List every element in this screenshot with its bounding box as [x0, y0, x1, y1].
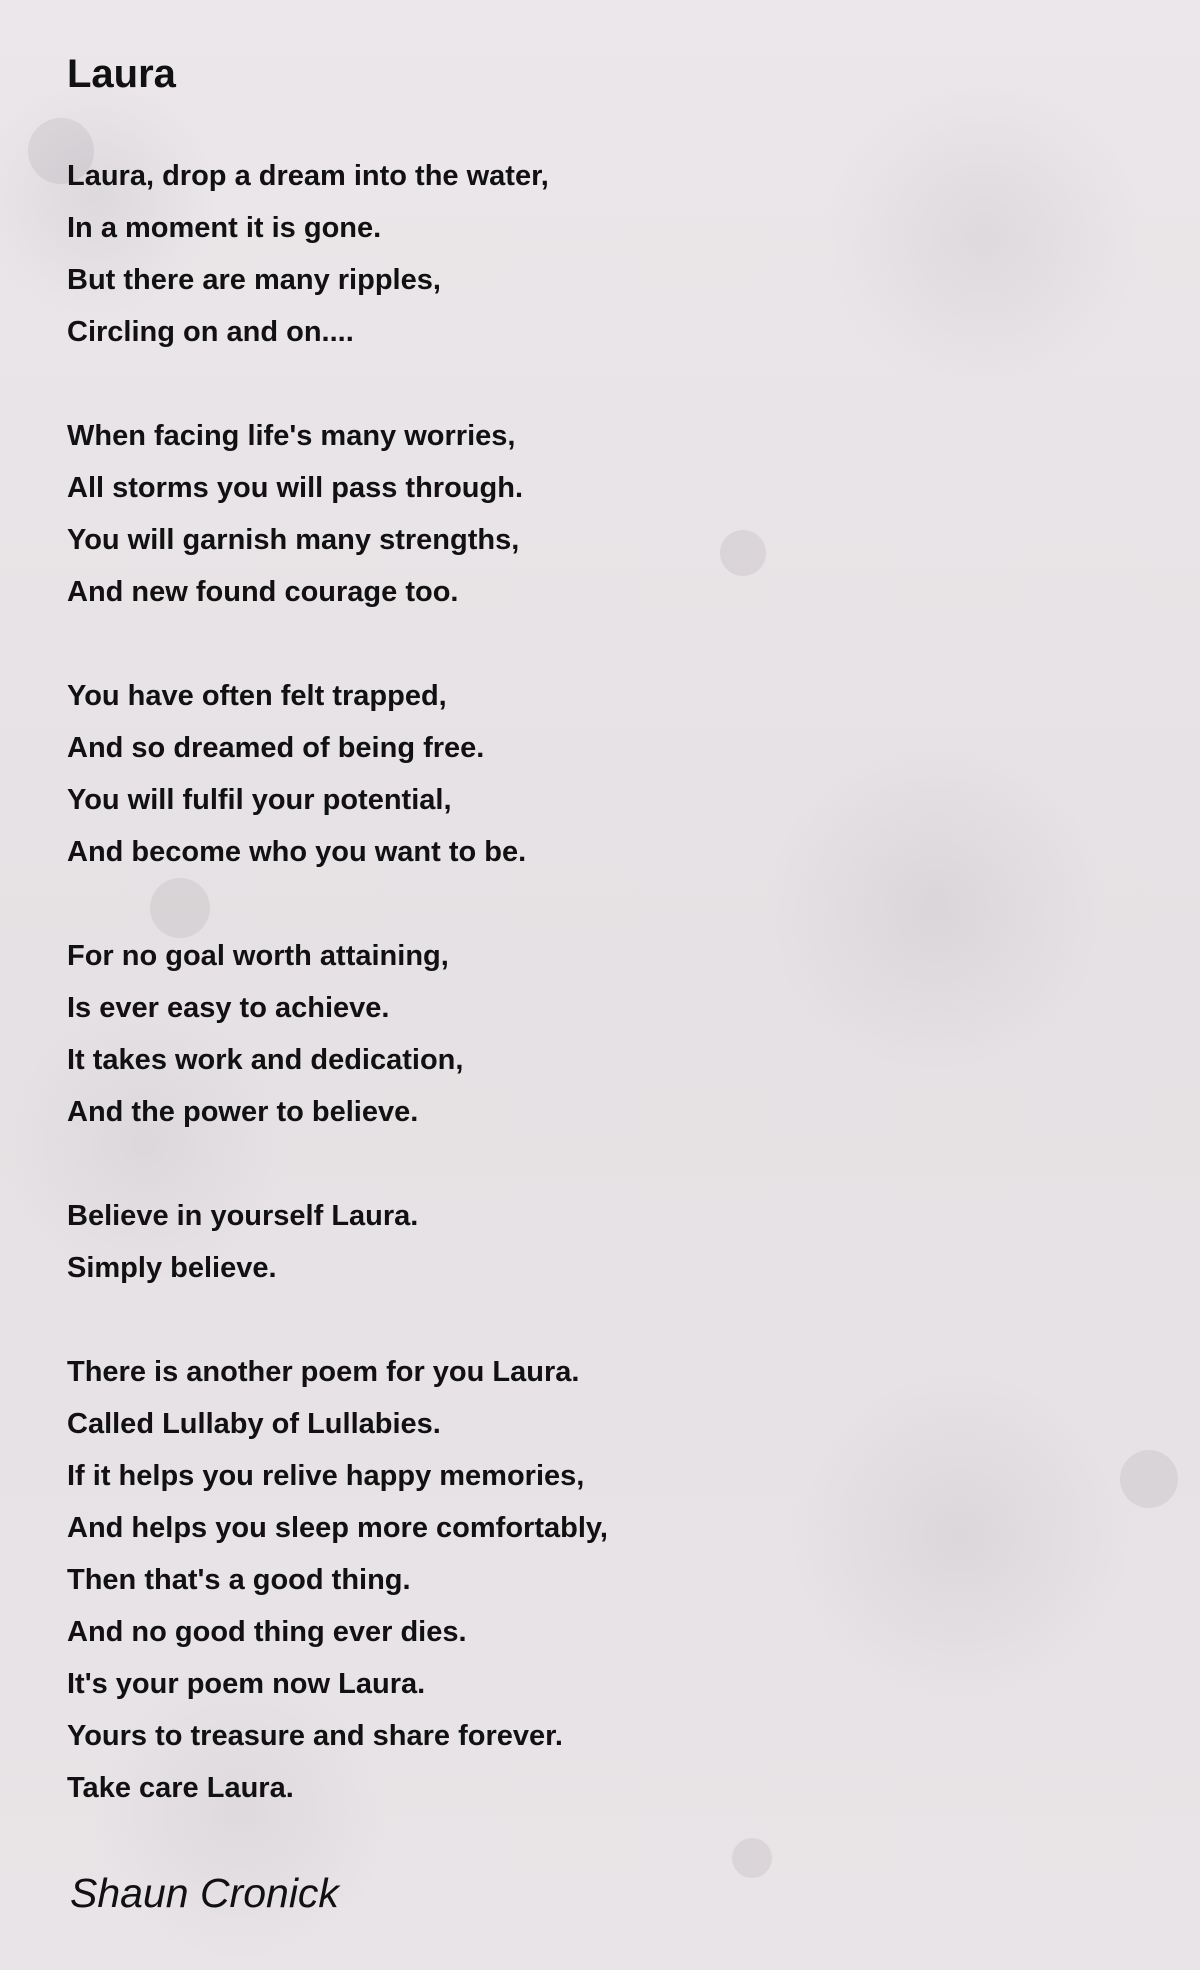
poem-line: When facing life's many worries, — [67, 420, 516, 452]
poem-line: Called Lullaby of Lullabies. — [67, 1408, 441, 1440]
poem-line: For no goal worth attaining, — [67, 940, 449, 972]
poem-line: There is another poem for you Laura. — [67, 1356, 580, 1388]
poem-line: Is ever easy to achieve. — [67, 992, 390, 1024]
poem-line: And helps you sleep more comfortably, — [67, 1512, 608, 1544]
stanza — [67, 930, 1067, 1138]
poem-line: And new found courage too. — [67, 576, 459, 608]
stanza — [67, 410, 1067, 618]
poem-line: Believe in yourself Laura. — [67, 1200, 419, 1232]
poem-line: Laura, drop a dream into the water, — [67, 160, 549, 192]
stanza — [67, 670, 1067, 878]
poem-line: All storms you will pass through. — [67, 472, 523, 504]
poem-line: It's your poem now Laura. — [67, 1668, 426, 1700]
poem-line: If it helps you relive happy memories, — [67, 1460, 585, 1492]
stanza — [67, 1346, 1067, 1814]
poem-line: Take care Laura. — [67, 1772, 294, 1804]
poem-body — [67, 150, 1067, 1866]
poem-line: It takes work and dedication, — [67, 1044, 464, 1076]
poem-line: And become who you want to be. — [67, 836, 527, 868]
poem-line: And so dreamed of being free. — [67, 732, 485, 764]
poem-line: In a moment it is gone. — [67, 212, 382, 244]
poem-line: You will garnish many strengths, — [67, 524, 520, 556]
poem-line: Simply believe. — [67, 1252, 277, 1284]
poem-title: Laura — [67, 52, 176, 96]
poem-line: Yours to treasure and share forever. — [67, 1720, 563, 1752]
poem-line: And the power to believe. — [67, 1096, 419, 1128]
poem-line: And no good thing ever dies. — [67, 1616, 467, 1648]
poem-line: You have often felt trapped, — [67, 680, 447, 712]
poem-line: But there are many ripples, — [67, 264, 441, 296]
stanza — [67, 150, 1067, 358]
poem-line: Circling on and on.... — [67, 316, 354, 348]
poem-line: You will fulfil your potential, — [67, 784, 452, 816]
stanza — [67, 1190, 1067, 1294]
author-name: Shaun Cronick — [70, 1870, 339, 1916]
poem-line: Then that's a good thing. — [67, 1564, 411, 1596]
